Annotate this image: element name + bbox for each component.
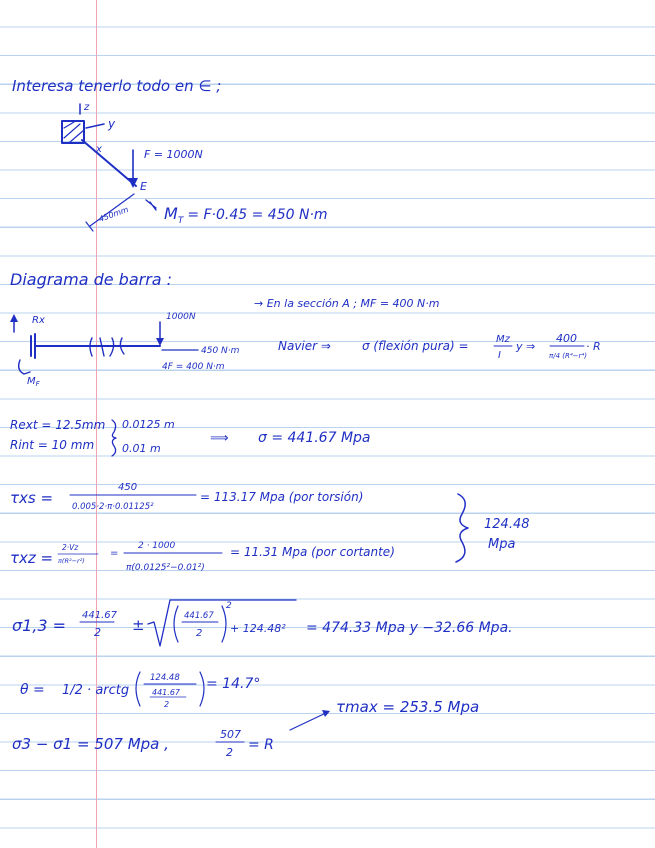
final-numerator: 507 bbox=[220, 728, 241, 741]
wall-hatch bbox=[64, 122, 84, 142]
tau-max-pointer-head bbox=[322, 710, 330, 717]
txs-numerator: 450 bbox=[118, 482, 138, 493]
mf-left-label: $M_F$ bbox=[27, 376, 40, 388]
moment-arrows bbox=[146, 200, 156, 210]
shear-total-unit: Mpa bbox=[488, 537, 516, 552]
sigma-result: σ = 441.67 Mpa bbox=[258, 430, 371, 446]
angle-label: θ = bbox=[20, 682, 45, 698]
r-factor: · R bbox=[586, 340, 601, 353]
shear-sum-brace bbox=[456, 494, 468, 562]
txs-label: τxs = bbox=[10, 489, 54, 507]
txz-result: = 11.31 Mpa (por cortante) bbox=[230, 545, 395, 559]
txz-den1: π(R²−r²) bbox=[58, 557, 85, 565]
square-exponent: 2 bbox=[226, 601, 232, 611]
moment-label: $M_T = F\cdot 0.45 = 450$ N·m bbox=[164, 204, 328, 226]
principal-denominator: 2 bbox=[94, 626, 101, 639]
rx-label: Rx bbox=[32, 315, 45, 326]
rext-m: 0.0125 m bbox=[122, 418, 175, 431]
principal-label: σ1,3 = bbox=[12, 616, 67, 635]
den-pi-4: π/4 (R⁴−r⁴) bbox=[549, 352, 587, 360]
txz-num2: 2 · 1000 bbox=[138, 541, 176, 551]
mz-label: Mz bbox=[496, 334, 510, 345]
angle-half-arctg: 1/2 · arctg bbox=[62, 683, 130, 698]
rext-label: Rext = 12.5mm bbox=[10, 418, 106, 432]
axis-y-label: y bbox=[108, 117, 116, 131]
y-label: y ⇒ bbox=[516, 340, 536, 353]
num-400: 400 bbox=[556, 332, 577, 345]
rx-arrowhead bbox=[10, 314, 18, 322]
axis-x-label: x bbox=[96, 144, 102, 155]
length-tick bbox=[86, 222, 93, 231]
axis-z-label: z bbox=[84, 102, 90, 113]
angle-den-num: 441.67 bbox=[152, 688, 180, 697]
sqrt-inner-num: 441.67 bbox=[184, 611, 214, 621]
angle-numerator: 124.48 bbox=[150, 673, 180, 683]
force-label: F = 1000N bbox=[144, 148, 203, 161]
bar-segment bbox=[82, 140, 136, 186]
arrow-implies: ⟹ bbox=[210, 431, 229, 446]
bar-diagram-title: Diagrama de barra : bbox=[10, 270, 173, 289]
txz-den2: π(0.0125²−0.01²) bbox=[126, 563, 205, 573]
radii-brace bbox=[112, 420, 116, 456]
principal-numerator: 441.67 bbox=[82, 610, 117, 621]
point-e-label: E bbox=[140, 180, 147, 193]
stress-difference: σ3 − σ1 = 507 Mpa , bbox=[12, 735, 169, 753]
txs-result: = 113.17 Mpa (por torsión) bbox=[200, 490, 364, 504]
tau-max-result: τmax = 253.5 Mpa bbox=[336, 698, 480, 716]
txz-equals: = bbox=[110, 548, 119, 559]
length-label: 450mm bbox=[97, 204, 130, 224]
load-arrowhead bbox=[156, 338, 164, 346]
rint-label: Rint = 10 mm bbox=[10, 438, 95, 452]
angle-result: = 14.7° bbox=[206, 676, 261, 692]
shear-total: 124.48 bbox=[484, 517, 530, 532]
sigma-formula-label: σ (flexión pura) = bbox=[362, 339, 469, 353]
inertia-label: I bbox=[498, 350, 501, 361]
plus-minus: ± bbox=[132, 616, 145, 634]
sqrt-inner-den: 2 bbox=[196, 628, 203, 639]
txz-num1: 2·Vz bbox=[62, 543, 79, 552]
tau-max-pointer bbox=[290, 712, 328, 730]
principal-result: = 474.33 Mpa y −32.66 Mpa. bbox=[306, 620, 513, 636]
load-label: 1000N bbox=[166, 312, 196, 322]
navier-label: Navier ⇒ bbox=[278, 339, 331, 353]
bending-label: 4F = 400 N·m bbox=[162, 362, 225, 372]
sqrt-tail: + 124.48² bbox=[230, 622, 286, 635]
angle-den-den: 2 bbox=[164, 700, 170, 709]
final-denominator: 2 bbox=[226, 746, 233, 759]
torque-label: 450 N·m bbox=[201, 346, 240, 356]
axis-y-arrow bbox=[86, 124, 104, 128]
final-r: = R bbox=[248, 737, 274, 753]
section-note: → En la sección A ; MF = 400 N·m bbox=[254, 297, 440, 310]
txz-label: τxz = bbox=[10, 549, 54, 567]
rint-m: 0.01 m bbox=[122, 442, 161, 455]
txs-denominator: 0.005·2·π·0.01125² bbox=[72, 502, 154, 512]
mf-left-arrow bbox=[19, 360, 30, 374]
intro-text: Interesa tenerlo todo en ∈ ; bbox=[12, 77, 222, 95]
